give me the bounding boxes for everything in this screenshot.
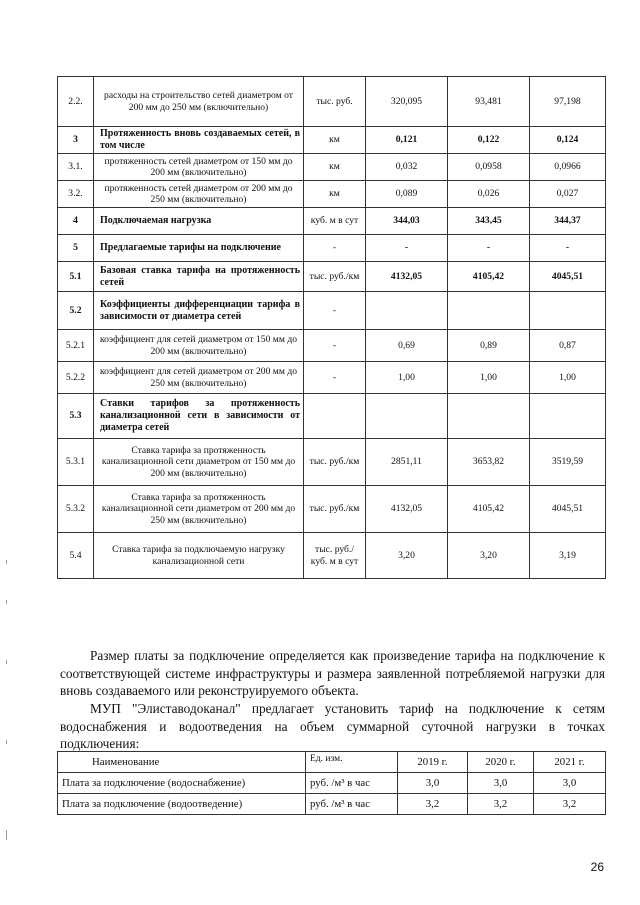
row-description: протяженность сетей диаметром от 150 мм до 200 мм (включительно) xyxy=(94,154,304,181)
value-2019: 4132,05 xyxy=(366,486,448,533)
row-unit: - xyxy=(304,292,366,330)
scan-margin-mark xyxy=(6,830,11,840)
row-unit: км xyxy=(304,127,366,154)
row-number: 5.3.1 xyxy=(58,439,94,486)
row-number: 5.2.1 xyxy=(58,330,94,362)
value-2021: 0,0966 xyxy=(530,154,606,181)
value-2021: 97,198 xyxy=(530,77,606,127)
row-description: Ставки тарифов за протяженность канализационной сети в зависимости от диаметра сетей xyxy=(94,394,304,439)
value-2020: 0,0958 xyxy=(448,154,530,181)
row-number: 3.1. xyxy=(58,154,94,181)
row-unit: км xyxy=(304,154,366,181)
fee-unit: руб. /м³ в час xyxy=(306,773,398,794)
scan-margin-mark xyxy=(6,740,11,744)
row-description: Предлагаемые тарифы на подключение xyxy=(94,235,304,262)
value-2020: 1,00 xyxy=(448,362,530,394)
row-description: коэффициент для сетей диаметром от 200 мм до 250 мм (включительно) xyxy=(94,362,304,394)
paragraph-proposal: МУП "Элиставодоканал" предлагает установить тариф на подключение к сетям водоснабжения и водоотведения на объем суммарной суточной нагрузки в точках подключения: xyxy=(60,701,605,752)
row-unit xyxy=(304,394,366,439)
tariff-row xyxy=(58,235,606,262)
value-2020: 93,481 xyxy=(448,77,530,127)
row-unit: куб. м в сут xyxy=(304,208,366,235)
fee-name: Плата за подключение (водоотведение) xyxy=(58,794,306,815)
tariff-row xyxy=(58,362,606,394)
page-number: 26 xyxy=(590,860,604,874)
tariff-row xyxy=(58,77,606,127)
value-2019 xyxy=(366,292,448,330)
row-description: Протяженность вновь создаваемых сетей, в том числе xyxy=(94,127,304,154)
value-2020: 0,122 xyxy=(448,127,530,154)
value-2019: 344,03 xyxy=(366,208,448,235)
row-unit: - xyxy=(304,330,366,362)
row-number: 3 xyxy=(58,127,94,154)
value-2021: - xyxy=(530,235,606,262)
fee-2019: 3,0 xyxy=(398,773,468,794)
row-description: Ставка тарифа за подключаемую нагрузку канализационной сети xyxy=(94,533,304,579)
value-2020: 343,45 xyxy=(448,208,530,235)
fee-row-water-supply xyxy=(58,773,606,794)
row-description: Ставка тарифа за протяженность канализационной сети диаметром от 200 мм до 250 мм (включительно) xyxy=(94,486,304,533)
value-2019: 2851,11 xyxy=(366,439,448,486)
row-number: 5.2.2 xyxy=(58,362,94,394)
fee-2020: 3,2 xyxy=(468,794,534,815)
row-number: 3.2. xyxy=(58,181,94,208)
tariff-row xyxy=(58,439,606,486)
row-number: 5.3.2 xyxy=(58,486,94,533)
row-unit: тыс. руб./ куб. м в сут xyxy=(304,533,366,579)
fee-name: Плата за подключение (водоснабжение) xyxy=(58,773,306,794)
tariff-row xyxy=(58,208,606,235)
value-2019: 3,20 xyxy=(366,533,448,579)
row-number: 5 xyxy=(58,235,94,262)
paragraph-fee-definition: Размер платы за подключение определяется как произведение тарифа на подключение к соответствующей системе инфраструктуры и размера заявленной потребляемой нагрузки для вновь создаваемого или реконструируемого объекта. xyxy=(60,648,605,699)
tariff-table xyxy=(57,76,606,579)
value-2019 xyxy=(366,394,448,439)
row-description: Подключаемая нагрузка xyxy=(94,208,304,235)
value-2020: 0,026 xyxy=(448,181,530,208)
scan-margin-mark xyxy=(6,560,11,564)
value-2020: 3653,82 xyxy=(448,439,530,486)
tariff-row xyxy=(58,154,606,181)
tariff-table-body xyxy=(58,77,606,579)
value-2020: 3,20 xyxy=(448,533,530,579)
fee-2019: 3,2 xyxy=(398,794,468,815)
row-description: Базовая ставка тарифа на протяженность сетей xyxy=(94,262,304,292)
row-description: Коэффициенты дифференциации тарифа в зависимости от диаметра сетей xyxy=(94,292,304,330)
row-description: расходы на строительство сетей диаметром от 200 мм до 250 мм (включительно) xyxy=(94,77,304,127)
value-2019: 4132,05 xyxy=(366,262,448,292)
tariff-row xyxy=(58,330,606,362)
row-description: протяженность сетей диаметром от 200 мм до 250 мм (включительно) xyxy=(94,181,304,208)
fee-table-header-row xyxy=(58,752,606,773)
scan-margin-mark xyxy=(6,660,11,664)
fee-unit: руб. /м³ в час xyxy=(306,794,398,815)
fee-row-wastewater xyxy=(58,794,606,815)
row-description: Ставка тарифа за протяженность канализационной сети диаметром от 150 мм до 200 мм (включительно) xyxy=(94,439,304,486)
tariff-row xyxy=(58,127,606,154)
tariff-row xyxy=(58,292,606,330)
value-2019: 0,089 xyxy=(366,181,448,208)
header-unit: Ед. изм. xyxy=(306,752,398,773)
fee-2021: 3,0 xyxy=(534,773,606,794)
row-number: 5.4 xyxy=(58,533,94,579)
fee-2020: 3,0 xyxy=(468,773,534,794)
header-name: Наименование xyxy=(58,752,306,773)
tariff-row xyxy=(58,533,606,579)
row-unit: - xyxy=(304,235,366,262)
value-2020 xyxy=(448,394,530,439)
tariff-row xyxy=(58,262,606,292)
value-2020: 4105,42 xyxy=(448,486,530,533)
value-2019: 1,00 xyxy=(366,362,448,394)
value-2021 xyxy=(530,292,606,330)
value-2021: 344,37 xyxy=(530,208,606,235)
value-2021 xyxy=(530,394,606,439)
row-description: коэффициент для сетей диаметром от 150 мм до 200 мм (включительно) xyxy=(94,330,304,362)
row-unit: тыс. руб./км xyxy=(304,439,366,486)
value-2021: 3,19 xyxy=(530,533,606,579)
row-unit: тыс. руб./км xyxy=(304,486,366,533)
value-2020: 0,89 xyxy=(448,330,530,362)
value-2021: 1,00 xyxy=(530,362,606,394)
tariff-row xyxy=(58,486,606,533)
row-unit: км xyxy=(304,181,366,208)
row-number: 5.1 xyxy=(58,262,94,292)
value-2020: 4105,42 xyxy=(448,262,530,292)
tariff-row xyxy=(58,394,606,439)
value-2019: - xyxy=(366,235,448,262)
row-number: 5.3 xyxy=(58,394,94,439)
row-number: 2.2. xyxy=(58,77,94,127)
row-number: 5.2 xyxy=(58,292,94,330)
value-2019: 0,032 xyxy=(366,154,448,181)
value-2019: 0,121 xyxy=(366,127,448,154)
header-2019: 2019 г. xyxy=(398,752,468,773)
header-2021: 2021 г. xyxy=(534,752,606,773)
value-2019: 0,69 xyxy=(366,330,448,362)
value-2021: 0,124 xyxy=(530,127,606,154)
value-2021: 4045,51 xyxy=(530,486,606,533)
value-2021: 0,027 xyxy=(530,181,606,208)
tariff-row xyxy=(58,181,606,208)
scan-margin-mark xyxy=(6,600,11,604)
value-2021: 3519,59 xyxy=(530,439,606,486)
value-2020: - xyxy=(448,235,530,262)
row-unit: - xyxy=(304,362,366,394)
value-2021: 4045,51 xyxy=(530,262,606,292)
fee-2021: 3,2 xyxy=(534,794,606,815)
row-number: 4 xyxy=(58,208,94,235)
row-unit: тыс. руб. xyxy=(304,77,366,127)
connection-fee-table xyxy=(57,751,606,815)
value-2021: 0,87 xyxy=(530,330,606,362)
value-2020 xyxy=(448,292,530,330)
header-2020: 2020 г. xyxy=(468,752,534,773)
row-unit: тыс. руб./км xyxy=(304,262,366,292)
value-2019: 320,095 xyxy=(366,77,448,127)
